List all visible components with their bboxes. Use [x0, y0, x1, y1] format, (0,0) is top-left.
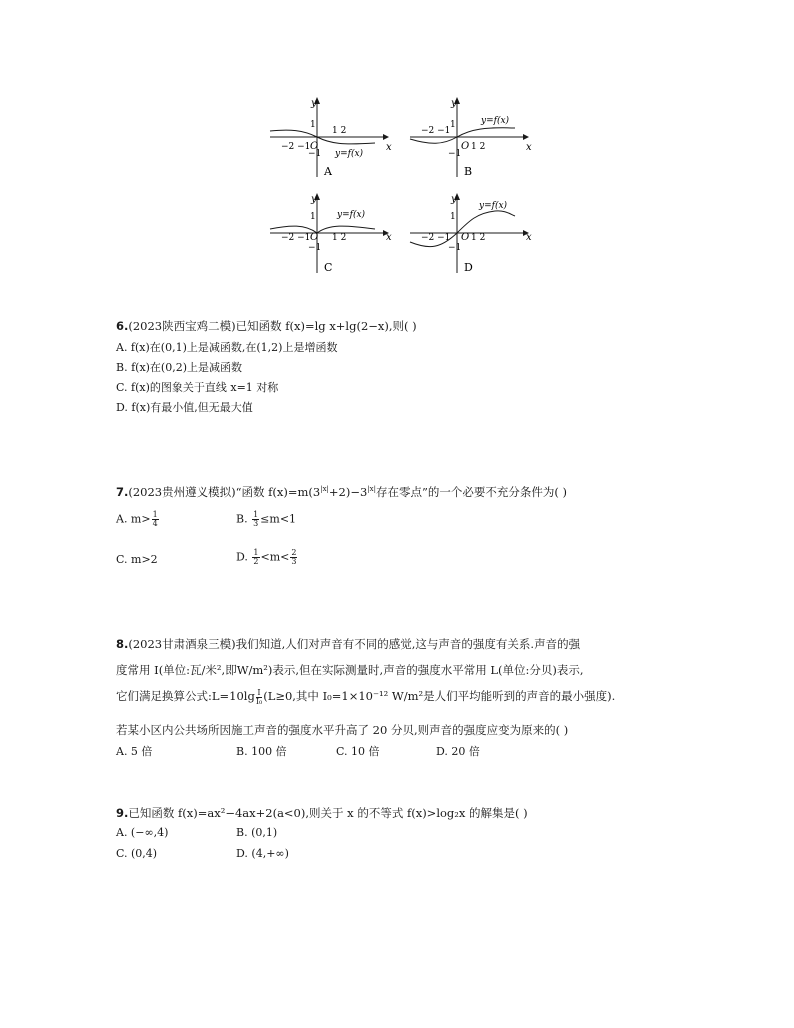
graph-label: A — [324, 165, 332, 178]
numerator: I — [257, 687, 261, 697]
origin: O — [310, 141, 319, 152]
y-label: y — [451, 98, 457, 109]
ticks-pos: 1 2 — [471, 142, 486, 152]
q8-option-a: A. 5 倍 — [116, 745, 153, 758]
q8-line-4: 若某小区内公共场所因施工声音的强度水平升高了 20 分贝,则声音的强度应变为原来的( ) — [116, 723, 569, 737]
q7-d-pre: D. — [236, 550, 252, 564]
tick-one: 1 — [310, 120, 316, 130]
tick-neg-one: −1 — [308, 243, 322, 253]
denominator: 4 — [152, 519, 158, 528]
q8-option-d: D. 20 倍 — [436, 745, 480, 758]
graph-label: C — [324, 261, 333, 274]
graph-label: D — [464, 261, 473, 274]
q7-b-post: ≤m<1 — [260, 512, 297, 526]
numerator: 1 — [152, 510, 158, 519]
numerator: 2 — [291, 548, 297, 557]
fraction — [152, 511, 159, 528]
q9-option-c: C. (0,4) — [116, 847, 158, 860]
curve-label: y=f(x) — [337, 210, 366, 220]
q6-stem-text: (2023陕西宝鸡二模)已知函数 f(x)=lg x+lg(2−x),则( ) — [128, 319, 417, 333]
q8-option-c: C. 10 倍 — [336, 745, 380, 758]
q7-option-d — [236, 549, 298, 566]
q7-exp-1: |x| — [320, 485, 329, 493]
q9-option-b: B. (0,1) — [236, 826, 278, 839]
q7-option-c: C. m>2 — [116, 553, 158, 566]
curve-label: y=f(x) — [335, 149, 364, 159]
q7-d-mid: <m< — [260, 550, 290, 564]
q9-number: 9. — [116, 806, 129, 820]
origin: O — [461, 141, 470, 152]
ticks-neg: −2 −1 — [421, 126, 451, 136]
tick-one: 1 — [310, 212, 316, 222]
q8-line-1-text: (2023甘肃酒泉三模)我们知道,人们对声音有不同的感觉,这与声音的强度有关系.声音的强 — [128, 637, 581, 651]
graph-a — [265, 92, 395, 182]
fraction — [256, 689, 262, 706]
origin: O — [310, 232, 319, 243]
q6-option-a: A. f(x)在(0,1)上是减函数,在(1,2)上是增函数 — [116, 341, 338, 354]
y-label: y — [311, 98, 317, 109]
tick-one: 1 — [450, 212, 456, 222]
q7-option-b — [236, 511, 296, 528]
tick-neg-one: −1 — [448, 243, 462, 253]
q7-stem — [116, 481, 567, 500]
x-label: x — [386, 142, 392, 153]
graph-c — [265, 188, 395, 278]
q6-option-b: B. f(x)在(0,2)上是减函数 — [116, 361, 243, 374]
q7-a-pre: A. m> — [116, 512, 151, 526]
x-arrow — [383, 134, 389, 140]
ticks-pos: 1 2 — [471, 233, 486, 243]
graph-label: B — [464, 165, 473, 178]
q9-option-d: D. (4,+∞) — [236, 847, 289, 860]
denominator: 2 — [253, 557, 259, 566]
q8-line-1 — [116, 636, 580, 652]
q9-option-a: A. (−∞,4) — [116, 826, 169, 839]
q7-number: 7. — [116, 484, 129, 499]
y-label: y — [451, 194, 457, 205]
q8-line-3 — [116, 688, 615, 706]
curve-label: y=f(x) — [479, 201, 508, 211]
ticks-pos: 1 2 — [332, 126, 347, 136]
x-label: x — [386, 232, 392, 243]
curve-label: y=f(x) — [481, 116, 510, 126]
fraction — [252, 549, 259, 566]
ticks-pos: 1 2 — [332, 233, 347, 243]
x-label: x — [526, 142, 532, 153]
q9-stem — [116, 805, 528, 821]
q9-stem-text: 已知函数 f(x)=ax²−4ax+2(a<0),则关于 x 的不等式 f(x)>log₂x 的解集是( ) — [128, 806, 528, 820]
origin: O — [461, 232, 470, 243]
tick-neg-one: −1 — [308, 149, 322, 159]
fraction — [290, 549, 297, 566]
graph-d — [405, 188, 535, 278]
ticks-neg: −2 −1 — [281, 233, 311, 243]
tick-neg-one: −1 — [448, 149, 462, 159]
q8-line-3-b: (L≥0,其中 I₀=1×10⁻¹² W/m²是人们平均能听到的声音的最小强度). — [263, 689, 616, 703]
x-arrow — [523, 134, 529, 140]
denominator: 3 — [291, 557, 297, 566]
q7-option-a — [116, 511, 160, 528]
q6-number: 6. — [116, 319, 129, 333]
q7-b-pre: B. — [236, 512, 252, 526]
q7-stem-e: 存在零点”的一个必要不充分条件为( ) — [375, 484, 567, 499]
q8-option-b: B. 100 倍 — [236, 745, 287, 758]
x-label: x — [526, 232, 532, 243]
y-label: y — [311, 194, 317, 205]
q7-stem-c: +2)−3 — [328, 484, 368, 499]
denominator: I₀ — [255, 696, 263, 706]
q7-stem-a: (2023贵州遵义模拟)“函数 f(x)=m(3 — [128, 484, 321, 499]
numerator: 1 — [253, 548, 259, 557]
q6-option-d: D. f(x)有最小值,但无最大值 — [116, 401, 253, 414]
tick-one: 1 — [450, 120, 456, 130]
ticks-neg: −2 −1 — [421, 233, 451, 243]
denominator: 3 — [253, 519, 259, 528]
q8-line-3-a: 它们满足换算公式:L=10lg — [116, 689, 255, 703]
graph-b — [405, 92, 535, 182]
q8-line-2: 度常用 I(单位:瓦/米²,即W/m²)表示,但在实际测量时,声音的强度水平常用 L(单位:分贝)表示, — [116, 663, 584, 677]
q7-exp-2: |x| — [367, 485, 376, 493]
q6-stem — [116, 318, 417, 334]
q8-number: 8. — [116, 637, 129, 651]
q6-option-c: C. f(x)的图象关于直线 x=1 对称 — [116, 381, 279, 394]
numerator: 1 — [253, 510, 259, 519]
curve — [270, 226, 375, 233]
ticks-neg: −2 −1 — [281, 142, 311, 152]
fraction — [252, 511, 259, 528]
